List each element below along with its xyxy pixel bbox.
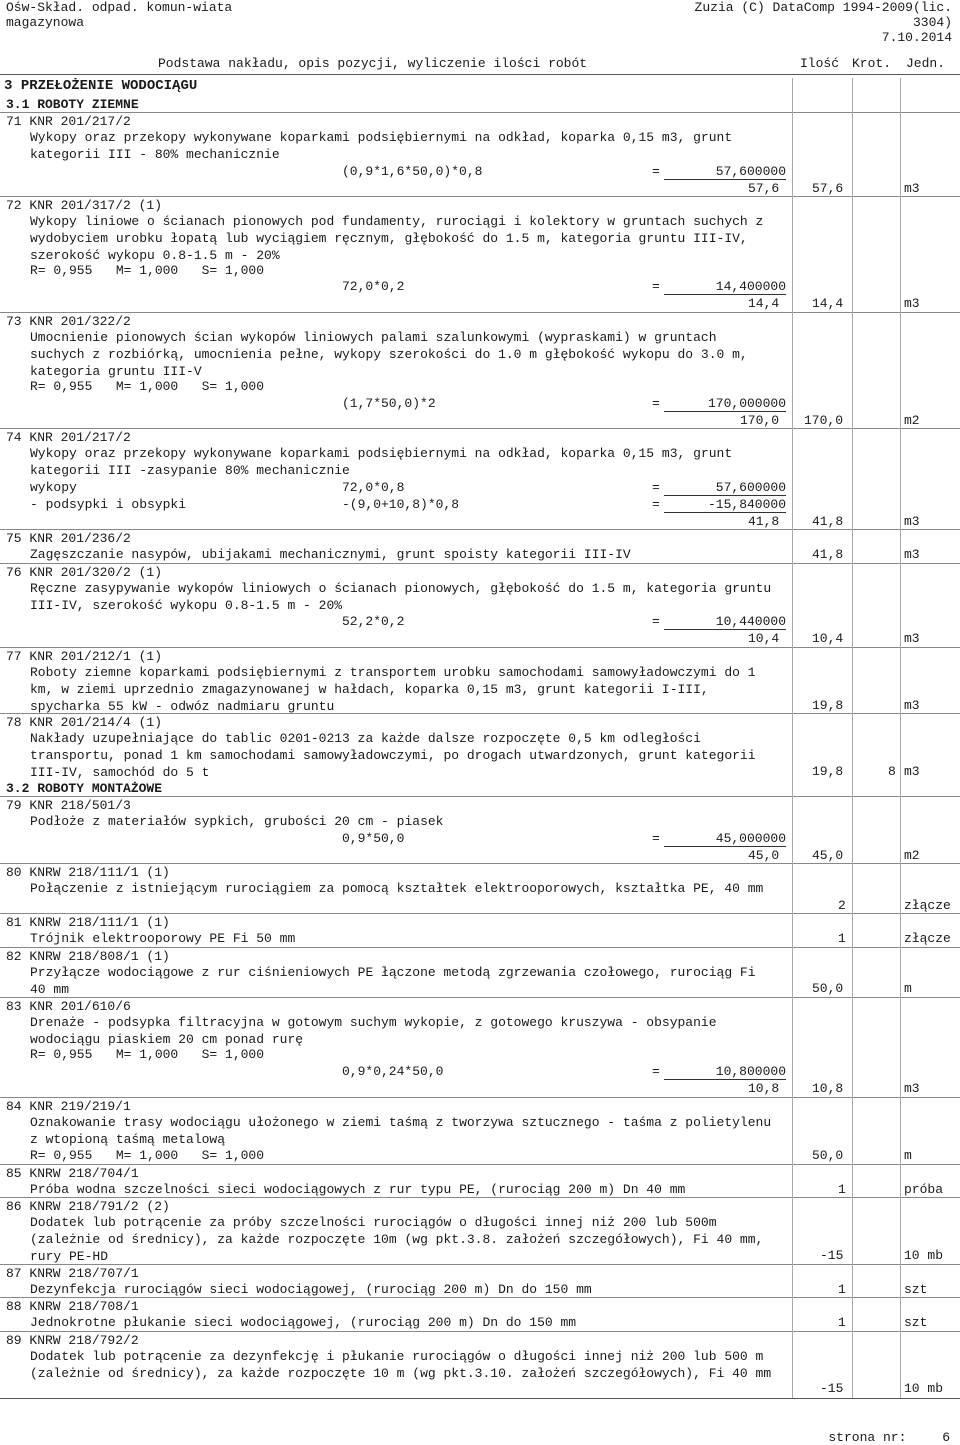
- section-title: PRZEŁOŻENIE WODOCIĄGU: [20, 78, 198, 94]
- row-divider: [0, 1331, 960, 1332]
- calc-value: 14,400000: [664, 279, 786, 295]
- table-bottom-rule: [0, 1398, 960, 1399]
- row-divider: [0, 647, 960, 648]
- col-header-krot: Krot.: [852, 56, 892, 71]
- unit-value: m3: [904, 631, 920, 646]
- position-desc: Trójnik elektrooporowy PE Fi 50 mm: [30, 931, 296, 946]
- position-desc: Dodatek lub potrącenie za próby szczelności rurociągów o długości innej niż 200 lub 500m (zależnie od średnicy), za każde rozpoczęte 10m (wg pkt.3.8. założeń szczegółowych), Fi 40 mm, rury PE-HD: [30, 1215, 764, 1264]
- sum-value: 41,8: [748, 514, 780, 529]
- qty-line: [0, 1381, 960, 1398]
- column-divider: [792, 78, 793, 1398]
- position-code: 88 KNRW 218/708/1: [6, 1299, 139, 1314]
- col-header-qty: Ilość: [800, 56, 840, 71]
- position-desc: Nakłady uzupełniające do tablic 0201-0213 za każde dalsze rozpoczęte 0,5 km odległości transportu, ponad 1 km samochodami samowyładowczymi, po drogach utwardzonych, grunt kategorii III-IV, samochód do 5 t: [30, 731, 756, 780]
- position-code: 82 KNRW 218/808/1 (1): [6, 949, 170, 964]
- unit-value: m2: [904, 848, 920, 863]
- header-right-line1: Zuzia (C) DataComp 1994-2009(lic.: [694, 0, 952, 15]
- row-divider: [0, 312, 960, 313]
- row-divider: [0, 428, 960, 429]
- calc-formula: 72,0*0,2: [342, 279, 405, 294]
- sum-value: 10,4: [748, 631, 780, 646]
- sum-value: 10,8: [748, 1081, 780, 1096]
- calc-formula: (0,9*1,6*50,0)*0,8: [342, 164, 483, 179]
- rms-factors: R= 0,955 M= 1,000 S= 1,000: [30, 1148, 265, 1163]
- unit-value: m3: [904, 764, 920, 779]
- qty-line: [0, 981, 960, 998]
- position-code: 80 KNRW 218/111/1 (1): [6, 865, 170, 880]
- rms-line: [0, 263, 960, 280]
- rms-factors: R= 0,955 M= 1,000 S= 1,000: [30, 263, 265, 278]
- calc-eq: =: [652, 831, 660, 846]
- calc-value: 170,000000: [664, 396, 786, 412]
- software-info: [695, 0, 952, 45]
- qty-line: [0, 1248, 960, 1265]
- col-header-desc: Podstawa nakładu, opis pozycji, wyliczenie ilości robót: [158, 56, 588, 71]
- position-desc: Dodatek lub potrącenie za dezynfekcję i płukanie rurociągów o długości innej niż 200 lub 500 m (zależnie od średnicy), za każde rozpoczęte 10 m (wg pkt.3.10. założeń szczegółowych), Fi 40 mm: [30, 1349, 772, 1381]
- calc-eq: =: [652, 396, 660, 411]
- position-code: 78 KNR 201/214/4 (1): [6, 715, 163, 730]
- qty-value: 1: [838, 1315, 846, 1330]
- sum-line: [0, 1081, 960, 1098]
- rms-line: [0, 379, 960, 396]
- calc-value: 57,600000: [664, 164, 786, 180]
- row-divider: [0, 713, 960, 714]
- position-code: 84 KNR 219/219/1: [6, 1099, 131, 1114]
- position-desc: Przyłącze wodociągowe z rur ciśnieniowych PE łączone metodą zgrzewania czołowego, rurociąg Fi 40 mm: [30, 965, 756, 997]
- col-header-unit: Jedn.: [906, 56, 946, 71]
- unit-value: próba: [904, 1182, 944, 1197]
- unit-value: m3: [904, 181, 920, 196]
- qty-value: 1: [838, 1282, 846, 1297]
- calc-formula: (1,7*50,0)*2: [342, 396, 436, 411]
- position-code: 75 KNR 201/236/2: [6, 531, 131, 546]
- position-desc: Podłoże z materiałów sypkich, grubości 20 cm - piasek: [30, 814, 444, 829]
- page-header: [6, 0, 956, 45]
- unit-value: 10 mb: [904, 1381, 944, 1396]
- qty-value: 19,8: [812, 764, 844, 779]
- calc-eq: =: [652, 497, 660, 512]
- position-code: 89 KNRW 218/792/2: [6, 1333, 139, 1348]
- calc-line: [0, 497, 960, 514]
- row-divider: [0, 796, 960, 797]
- page-number: 6: [942, 1430, 950, 1445]
- calc-formula: 52,2*0,2: [342, 614, 405, 629]
- unit-value: złącze: [904, 931, 951, 946]
- unit-value: m3: [904, 698, 920, 713]
- calc-formula: -(9,0+10,8)*0,8: [342, 497, 460, 512]
- position-code: 71 KNR 201/217/2: [6, 114, 131, 129]
- calc-formula: 72,0*0,8: [342, 480, 405, 495]
- calc-value: -15,840000: [664, 497, 786, 513]
- unit-value: m: [904, 1148, 912, 1163]
- row-divider: [0, 563, 960, 564]
- position-desc: Jednokrotne płukanie sieci wodociągowej, (rurociąg 200 m) Dn do 150 mm: [30, 1315, 577, 1330]
- column-divider: [852, 78, 853, 1398]
- unit-value: m3: [904, 514, 920, 529]
- rms-factors: R= 0,955 M= 1,000 S= 1,000: [30, 379, 265, 394]
- position-code: 85 KNRW 218/704/1: [6, 1166, 139, 1181]
- calc-eq: =: [652, 480, 660, 495]
- row-divider: [0, 863, 960, 864]
- sum-value: 14,4: [748, 296, 780, 311]
- calc-eq: =: [652, 1064, 660, 1079]
- row-divider: [0, 1197, 960, 1198]
- header-divider: [0, 74, 960, 75]
- row-divider: [0, 1164, 960, 1165]
- calc-eq: =: [652, 164, 660, 179]
- header-left-line2: magazynowa: [6, 15, 85, 30]
- calc-label: - podsypki i obsypki: [30, 497, 187, 512]
- calc-value: 10,800000: [664, 1064, 786, 1080]
- row-divider: [0, 997, 960, 998]
- position-code: 86 KNRW 218/791/2 (2): [6, 1199, 170, 1214]
- position-desc: Drenaże - podsypka filtracyjna w gotowym suchym wykopie, z gotowego kruszywa - obsypanie wodociągu piaskiem 20 cm ponad rurę: [30, 1015, 717, 1047]
- row-divider: [0, 1297, 960, 1298]
- row-divider: [0, 1264, 960, 1265]
- calc-value: 45,000000: [664, 831, 786, 847]
- position-code: 83 KNR 201/610/6: [6, 999, 131, 1014]
- position-desc: Dezynfekcja rurociągów sieci wodociągowej, (rurociąg 200 m) Dn do 150 mm: [30, 1282, 592, 1297]
- calc-formula: 0,9*0,24*50,0: [342, 1064, 444, 1079]
- calc-eq: =: [652, 279, 660, 294]
- qty-value: 14,4: [812, 296, 844, 311]
- unit-value: szt: [904, 1282, 928, 1297]
- qty-value: 19,8: [812, 698, 844, 713]
- rms-line: [0, 1148, 960, 1165]
- row-divider: [0, 529, 960, 530]
- sum-line: [0, 296, 960, 313]
- sum-value: 45,0: [748, 848, 780, 863]
- row-divider: [0, 112, 960, 113]
- position-desc: Oznakowanie trasy wodociągu ułożonego w ziemi taśmą z tworzywa sztucznego - taśma z polietylenu z wtopioną taśmą metalową: [30, 1115, 772, 1147]
- qty-value: 41,8: [812, 514, 844, 529]
- row-divider: [0, 196, 960, 197]
- position-desc: Wykopy oraz przekopy wykonywane koparkami podsiębiernymi na odkład, koparka 0,15 m3, grunt kategorii III -zasypanie 80% mechanicznie: [30, 446, 733, 478]
- position-code: 74 KNR 201/217/2: [6, 430, 131, 445]
- subsection-3-2: 3.2 ROBOTY MONTAŻOWE: [6, 781, 163, 796]
- qty-value: -15: [820, 1248, 844, 1263]
- position-desc: Roboty ziemne koparkami podsiębiernymi z transportem urobku samochodami samowyładowczymi do 1 km, w ziemi uprzednio zmagazynowanej w hałdach, koparka 0,15 m3, grunt kategorii I-III, spycharka 55 kW - odwóz nadmiaru gruntu: [30, 665, 756, 714]
- column-headers: [0, 56, 960, 73]
- calc-line: [0, 614, 960, 631]
- position-code: 87 KNRW 218/707/1: [6, 1266, 139, 1281]
- column-divider: [900, 78, 901, 1398]
- unit-value: szt: [904, 1315, 928, 1330]
- qty-value: 45,0: [812, 848, 844, 863]
- page-footer: [828, 1430, 950, 1445]
- unit-value: m3: [904, 296, 920, 311]
- qty-value: 41,8: [812, 547, 844, 562]
- qty-value: 2: [838, 898, 846, 913]
- unit-value: złącze: [904, 898, 951, 913]
- calc-line: [0, 164, 960, 181]
- position-code: 72 KNR 201/317/2 (1): [6, 198, 163, 213]
- qty-line: [0, 1315, 960, 1332]
- unit-value: m3: [904, 547, 920, 562]
- position-desc: Wykopy oraz przekopy wykonywane koparkami podsiębiernymi na odkład, koparka 0,15 m3, grunt kategorii III - 80% mechanicznie: [30, 130, 733, 162]
- calc-line: [0, 279, 960, 296]
- qty-line: [0, 547, 960, 564]
- calc-value: 10,440000: [664, 614, 786, 630]
- position-code: 81 KNRW 218/111/1 (1): [6, 915, 170, 930]
- position-desc: Zagęszczanie nasypów, ubijakami mechanicznymi, grunt spoisty kategorii III-IV: [30, 547, 631, 562]
- qty-value: 50,0: [812, 1148, 844, 1163]
- unit-value: m: [904, 981, 912, 996]
- qty-value: 170,0: [804, 413, 844, 428]
- row-divider: [0, 913, 960, 914]
- section-number: 3: [4, 78, 13, 94]
- header-left-line1: Ośw-Skład. odpad. komun-wiata: [6, 0, 233, 15]
- header-right-line2: 3304): [912, 15, 952, 30]
- calc-formula: 0,9*50,0: [342, 831, 405, 846]
- row-divider: [0, 947, 960, 948]
- qty-value: 1: [838, 931, 846, 946]
- calc-eq: =: [652, 614, 660, 629]
- unit-value: m3: [904, 1081, 920, 1096]
- position-desc: Ręczne zasypywanie wykopów liniowych o ścianach pionowych, głębokość do 1.5 m, kategoria gruntu III-IV, szerokość wykopu 0.8-1.5 m - 20%: [30, 581, 772, 613]
- document-title: [6, 0, 232, 30]
- calc-line: [0, 396, 960, 413]
- sum-value: 170,0: [740, 413, 780, 428]
- rms-line: [0, 1047, 960, 1064]
- header-date: 7.10.2014: [881, 30, 952, 45]
- unit-value: 10 mb: [904, 1248, 944, 1263]
- row-divider: [0, 1097, 960, 1098]
- qty-line: [0, 764, 960, 781]
- qty-line: [0, 931, 960, 948]
- position-code: 77 KNR 201/212/1 (1): [6, 649, 163, 664]
- position-desc: Połączenie z istniejącym rurociągiem za pomocą kształtek elektrooporowych, kształtka PE, 40 mm: [30, 881, 764, 896]
- sum-line: [0, 631, 960, 648]
- unit-value: m2: [904, 413, 920, 428]
- section-3-heading: [4, 78, 197, 94]
- qty-value: 10,8: [812, 1081, 844, 1096]
- position-code: 79 KNR 218/501/3: [6, 798, 131, 813]
- position-desc: Próba wodna szczelności sieci wodociągowych z rur typu PE, (rurociąg 200 m) Dn 40 mm: [30, 1182, 686, 1197]
- calc-line: [0, 480, 960, 497]
- qty-value: 57,6: [812, 181, 844, 196]
- calc-line: [0, 831, 960, 848]
- qty-value: 50,0: [812, 981, 844, 996]
- page-label: strona nr:: [828, 1430, 907, 1445]
- qty-value: -15: [820, 1381, 844, 1396]
- position-code: 73 KNR 201/322/2: [6, 314, 131, 329]
- krot-value: 8: [888, 764, 896, 779]
- position-desc: Wykopy liniowe o ścianach pionowych pod fundamenty, rurociągi i kolektory w gruntach suchych z wydobyciem urobku łopatą lub wyciągiem ręcznym, głębokość do 1.5 m, kategoria gruntu III-IV, szerokość wykopu 0.8-1.5 m - 20%: [30, 214, 764, 263]
- subsection-3-1: 3.1 ROBOTY ZIEMNE: [6, 97, 139, 112]
- qty-value: 1: [838, 1182, 846, 1197]
- rms-factors: R= 0,955 M= 1,000 S= 1,000: [30, 1047, 265, 1062]
- position-desc: Umocnienie pionowych ścian wykopów liniowych palami szalunkowymi (wypraskami) w gruntach suchych z rozbiórką, umocnienia pełne, wykopy szerokości do 1.0 m głębokość wykopu do 3.0 m, kategoria gruntu III-V: [30, 330, 748, 379]
- calc-value: 57,600000: [664, 480, 786, 496]
- qty-value: 10,4: [812, 631, 844, 646]
- position-code: 76 KNR 201/320/2 (1): [6, 565, 163, 580]
- calc-label: wykopy: [30, 480, 77, 495]
- sum-value: 57,6: [748, 181, 780, 196]
- calc-line: [0, 1064, 960, 1081]
